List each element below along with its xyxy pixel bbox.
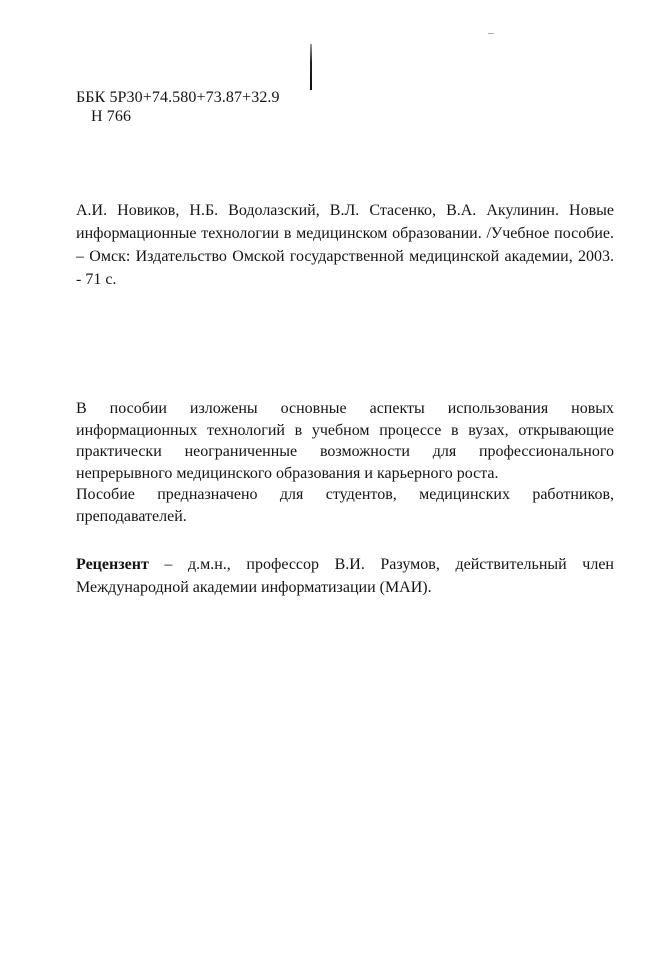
reviewer-text: – д.м.н., профессор В.И. Разумов, действительный член Международной академии информатизации (МАИ). [76, 556, 614, 596]
annotation [76, 398, 614, 527]
annotation-paragraph-1: В пособии изложены основные аспекты использования новых информационных технологий в учебном процессе в вузах, открывающие практически неограниченные возможности для профессионального непрерывного медицинского образования и карьерного роста. [76, 400, 614, 482]
library-classification [76, 88, 309, 126]
reviewer-label: Рецензент [76, 556, 149, 573]
author-mark: Н 766 [91, 108, 132, 125]
annotation-paragraph-2: Пособие предназначено для студентов, медицинских работников, преподавателей. [76, 486, 614, 525]
bibliographic-citation: А.И. Новиков, Н.Б. Водолазский, В.Л. Стасенко, В.А. Акулинин. Новые информационные технологии в медицинском образовании. /Учебное пособие. – Омск: Издательство Омской государственной медицинской академии, 2003. - 71 с. [76, 202, 614, 288]
reviewer-note [76, 553, 614, 599]
bbk-code: ББК 5Р30+74.580+73.87+32.9 [76, 89, 280, 106]
scan-artifact-line [310, 44, 312, 90]
scan-artifact-dot [488, 33, 494, 34]
